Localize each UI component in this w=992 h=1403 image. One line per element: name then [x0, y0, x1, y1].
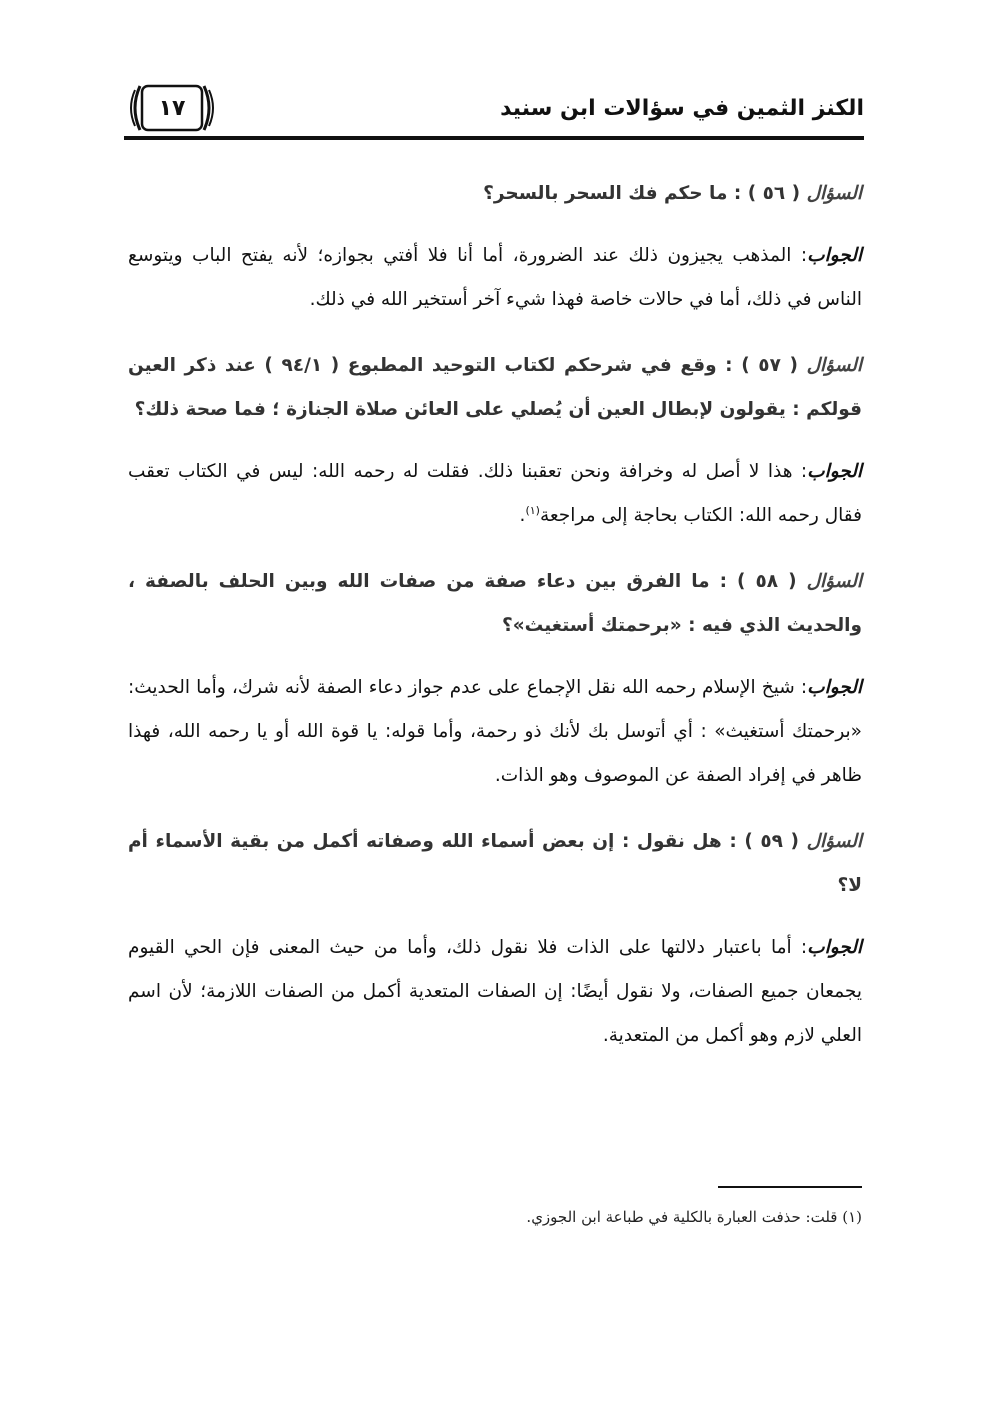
answer-label: الجواب: [807, 677, 862, 698]
answer-label: الجواب: [807, 937, 862, 958]
answer-label: الجواب: [807, 245, 862, 266]
answer-56: [128, 234, 862, 322]
answer-text: : أما باعتبار دلالتها على الذات فلا نقول ذلك، وأما من حيث المعنى فإن الحي القيوم يجمعان جميع الصفات، ولا نقول أيضًا: إن الصفات المتعدية أكمل من الصفات اللازمة؛ لأن اسم العلي لازم وهو أكمل من المتعدية.: [128, 937, 862, 1046]
question-56: [128, 172, 862, 216]
question-label: السؤال: [806, 571, 862, 592]
question-text: ( ٥٦ ) : ما حكم فك السحر بالسحر؟: [483, 183, 807, 204]
footnote-divider: [718, 1186, 862, 1188]
question-label: السؤال: [806, 831, 862, 852]
page-header: [124, 72, 864, 142]
answer-58: [128, 666, 862, 798]
question-59: [128, 820, 862, 908]
question-58: [128, 560, 862, 648]
answer-label: الجواب: [807, 461, 862, 482]
answer-text: : المذهب يجيزون ذلك عند الضرورة، أما أنا فلا أفتي بجوازه؛ لأنه يفتح الباب ويتوسع الناس في ذلك، أما في حالات خاصة فهذا شيء آخر أستخير الله في ذلك.: [128, 245, 862, 310]
page-number: ١٧: [158, 95, 186, 121]
question-text: ( ٥٨ ) : ما الفرق بين دعاء صفة من صفات الله وبين الحلف بالصفة ، والحديث الذي فيه : «برحمتك أستغيث»؟: [128, 571, 862, 636]
question-text: ( ٥٧ ) : وقع في شرحكم لكتاب التوحيد المطبوع ( ٩٤/١ ) عند ذكر العين قولكم : يقولون لإبطال العين أن يُصلي على العائن صلاة الجنازة ؛ فما صحة ذلك؟: [128, 355, 862, 420]
question-label: السؤال: [806, 355, 862, 376]
footnote-reference[interactable]: (١): [525, 503, 540, 517]
answer-text: : شيخ الإسلام رحمه الله نقل الإجماع على عدم جواز دعاء الصفة لأنه شرك، وأما الحديث: «برحمتك أستغيث» : أي أتوسل بك لأنك ذو رحمة، وأما قوله: يا قوة الله أو يا رحمه الله، فهذا ظاهر في إفراد الصفة عن الموصوف وهو الذات.: [128, 677, 862, 786]
answer-59: [128, 926, 862, 1058]
answer-text: : هذا لا أصل له وخرافة ونحن تعقبنا ذلك. فقلت له رحمه الله: ليس في الكتاب تعقب فقال رحمه الله: الكتاب بحاجة إلى مراجعة: [128, 461, 862, 526]
answer-tail: .: [519, 505, 526, 526]
page-body: [128, 172, 862, 1080]
question-57: [128, 344, 862, 432]
page-number-ornament: [128, 82, 216, 134]
book-title: الكنز الثمين في سؤالات ابن سنيد: [500, 96, 864, 121]
question-text: ( ٥٩ ) : هل نقول : إن بعض أسماء الله وصفاته أكمل من بقية الأسماء أم لا؟: [128, 831, 862, 896]
question-label: السؤال: [806, 183, 862, 204]
header-divider: [124, 136, 864, 140]
footnote: (١) قلت: حذفت العبارة بالكلية في طباعة ابن الجوزي.: [526, 1208, 862, 1226]
answer-57: [128, 450, 862, 538]
